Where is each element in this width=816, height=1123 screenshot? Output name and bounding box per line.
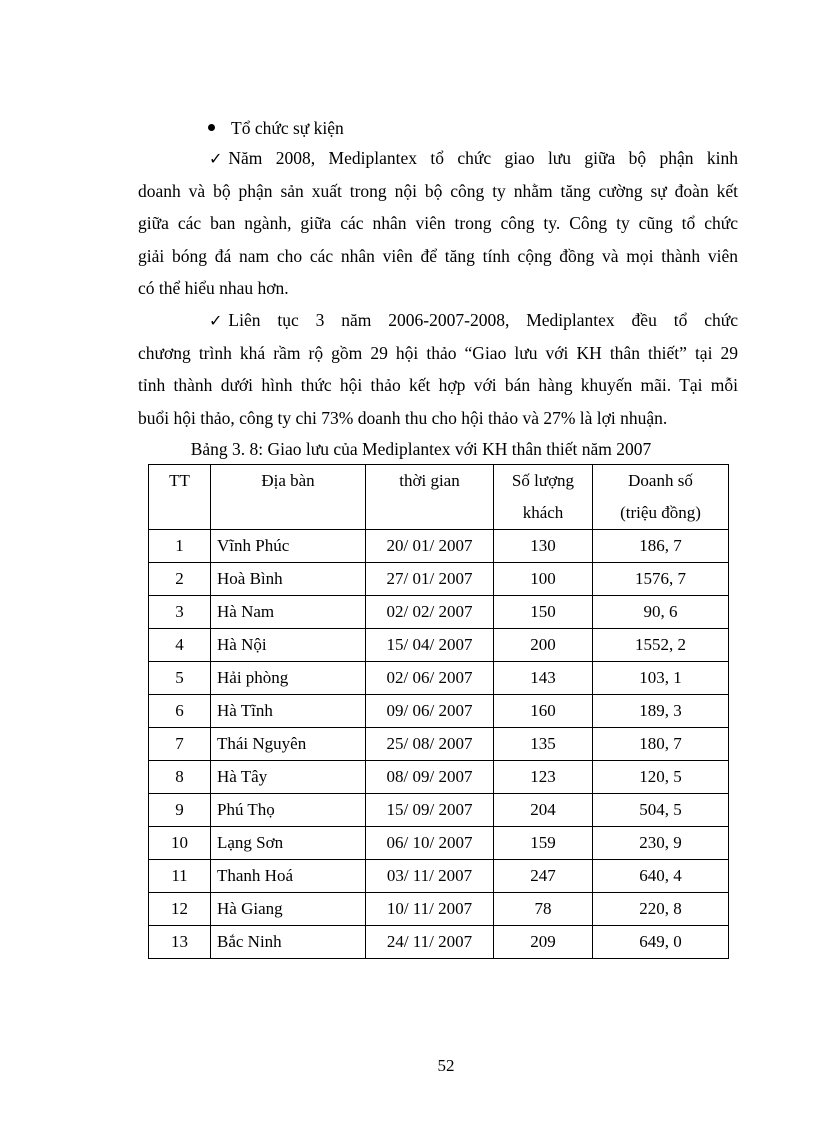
cell-dia-ban: Thái Nguyên (211, 728, 366, 761)
cell-dia-ban: Hà Tĩnh (211, 695, 366, 728)
cell-tt: 6 (149, 695, 211, 728)
cell-so-luong: 200 (494, 629, 593, 662)
cell-doanh-so: 186, 7 (593, 530, 729, 563)
cell-doanh-so: 103, 1 (593, 662, 729, 695)
paragraph-line (138, 142, 738, 175)
cell-dia-ban: Hải phòng (211, 662, 366, 695)
cell-dia-ban: Vĩnh Phúc (211, 530, 366, 563)
header-doanh-so (593, 465, 729, 530)
cell-tt: 2 (149, 563, 211, 596)
cell-tt: 3 (149, 596, 211, 629)
table-row (149, 860, 729, 893)
table-row (149, 596, 729, 629)
cell-thoi-gian: 09/ 06/ 2007 (366, 695, 494, 728)
table-row (149, 629, 729, 662)
table-row (149, 695, 729, 728)
cell-so-luong: 123 (494, 761, 593, 794)
cell-doanh-so: 189, 3 (593, 695, 729, 728)
cell-doanh-so: 220, 8 (593, 893, 729, 926)
cell-tt: 1 (149, 530, 211, 563)
paragraph-2 (138, 304, 738, 434)
table-header-row (149, 465, 729, 530)
paragraph-line (138, 304, 738, 337)
cell-thoi-gian: 24/ 11/ 2007 (366, 926, 494, 959)
cell-thoi-gian: 08/ 09/ 2007 (366, 761, 494, 794)
cell-thoi-gian: 03/ 11/ 2007 (366, 860, 494, 893)
cell-dia-ban: Hà Nội (211, 629, 366, 662)
header-so-luong-line2: khách (522, 503, 564, 522)
cell-thoi-gian: 10/ 11/ 2007 (366, 893, 494, 926)
cell-thoi-gian: 02/ 02/ 2007 (366, 596, 494, 629)
cell-doanh-so: 120, 5 (593, 761, 729, 794)
bullet-icon (208, 124, 215, 131)
cell-doanh-so: 640, 4 (593, 860, 729, 893)
table-row (149, 794, 729, 827)
customer-events-table (148, 464, 729, 959)
paragraph-line-text: Năm 2008, Mediplantex tổ chức giao lưu giữa bộ phận kinh (228, 148, 738, 168)
cell-doanh-so: 180, 7 (593, 728, 729, 761)
header-thoi-gian: thời gian (366, 465, 494, 530)
cell-tt: 8 (149, 761, 211, 794)
header-so-luong-line1: Số lượng (511, 471, 575, 490)
cell-dia-ban: Hà Nam (211, 596, 366, 629)
cell-doanh-so: 1552, 2 (593, 629, 729, 662)
table-row (149, 530, 729, 563)
cell-doanh-so: 90, 6 (593, 596, 729, 629)
paragraph-line: có thể hiểu nhau hơn. (138, 278, 289, 299)
cell-tt: 4 (149, 629, 211, 662)
header-doanh-so-line1: Doanh số (628, 471, 693, 490)
cell-tt: 9 (149, 794, 211, 827)
cell-dia-ban: Hoà Bình (211, 563, 366, 596)
cell-so-luong: 78 (494, 893, 593, 926)
cell-thoi-gian: 15/ 09/ 2007 (366, 794, 494, 827)
paragraph-1 (138, 142, 738, 305)
cell-dia-ban: Hà Tây (211, 761, 366, 794)
header-tt: TT (149, 465, 211, 530)
header-doanh-so-line2: (triệu đồng) (620, 503, 701, 522)
paragraph-line: giữa các ban ngành, giữa các nhân viên trong công ty. Công ty cũng tổ chức (138, 213, 738, 234)
table-row (149, 563, 729, 596)
cell-so-luong: 130 (494, 530, 593, 563)
paragraph-line: tỉnh thành dưới hình thức hội thảo kết hợp với bán hàng khuyến mãi. Tại mỗi (138, 375, 738, 396)
cell-thoi-gian: 06/ 10/ 2007 (366, 827, 494, 860)
paragraph-line-text: Liên tục 3 năm 2006-2007-2008, Mediplantex đều tổ chức (228, 310, 738, 330)
cell-thoi-gian: 20/ 01/ 2007 (366, 530, 494, 563)
cell-doanh-so: 504, 5 (593, 794, 729, 827)
cell-dia-ban: Hà Giang (211, 893, 366, 926)
table-row (149, 827, 729, 860)
cell-thoi-gian: 27/ 01/ 2007 (366, 563, 494, 596)
cell-dia-ban: Bắc Ninh (211, 926, 366, 959)
table-row (149, 662, 729, 695)
cell-doanh-so: 230, 9 (593, 827, 729, 860)
cell-dia-ban: Thanh Hoá (211, 860, 366, 893)
cell-tt: 12 (149, 893, 211, 926)
cell-thoi-gian: 02/ 06/ 2007 (366, 662, 494, 695)
bullet-heading-text: Tổ chức sự kiện (231, 118, 344, 138)
bullet-heading (208, 117, 344, 139)
cell-so-luong: 209 (494, 926, 593, 959)
paragraph-line: buổi hội thảo, công ty chi 73% doanh thu cho hội thảo và 27% là lợi nhuận. (138, 407, 668, 428)
cell-so-luong: 247 (494, 860, 593, 893)
cell-so-luong: 160 (494, 695, 593, 728)
cell-so-luong: 143 (494, 662, 593, 695)
cell-so-luong: 159 (494, 827, 593, 860)
paragraph-line: doanh và bộ phận sản xuất trong nội bộ công ty nhằm tăng cường sự đoàn kết (138, 180, 738, 201)
cell-so-luong: 150 (494, 596, 593, 629)
cell-tt: 11 (149, 860, 211, 893)
cell-thoi-gian: 15/ 04/ 2007 (366, 629, 494, 662)
table-row (149, 761, 729, 794)
header-dia-ban: Địa bàn (211, 465, 366, 530)
paragraph-line: chương trình khá rầm rộ gồm 29 hội thảo “Giao lưu với KH thân thiết” tại 29 (138, 342, 738, 363)
cell-doanh-so: 649, 0 (593, 926, 729, 959)
cell-tt: 5 (149, 662, 211, 695)
paragraph-line: giải bóng đá nam cho các nhân viên để tăng tính cộng đồng và mọi thành viên (138, 245, 738, 266)
cell-tt: 13 (149, 926, 211, 959)
cell-tt: 7 (149, 728, 211, 761)
cell-so-luong: 100 (494, 563, 593, 596)
cell-tt: 10 (149, 827, 211, 860)
table-row (149, 728, 729, 761)
table-row (149, 893, 729, 926)
cell-thoi-gian: 25/ 08/ 2007 (366, 728, 494, 761)
table-row (149, 926, 729, 959)
header-so-luong (494, 465, 593, 530)
cell-dia-ban: Lạng Sơn (211, 827, 366, 860)
cell-so-luong: 204 (494, 794, 593, 827)
cell-dia-ban: Phú Thọ (211, 794, 366, 827)
page-number: 52 (437, 1056, 455, 1075)
checkmark-icon: ✓ (209, 149, 223, 168)
checkmark-icon: ✓ (209, 311, 223, 330)
cell-doanh-so: 1576, 7 (593, 563, 729, 596)
cell-so-luong: 135 (494, 728, 593, 761)
table-caption: Bảng 3. 8: Giao lưu của Mediplantex với KH thân thiết năm 2007 (190, 439, 652, 459)
